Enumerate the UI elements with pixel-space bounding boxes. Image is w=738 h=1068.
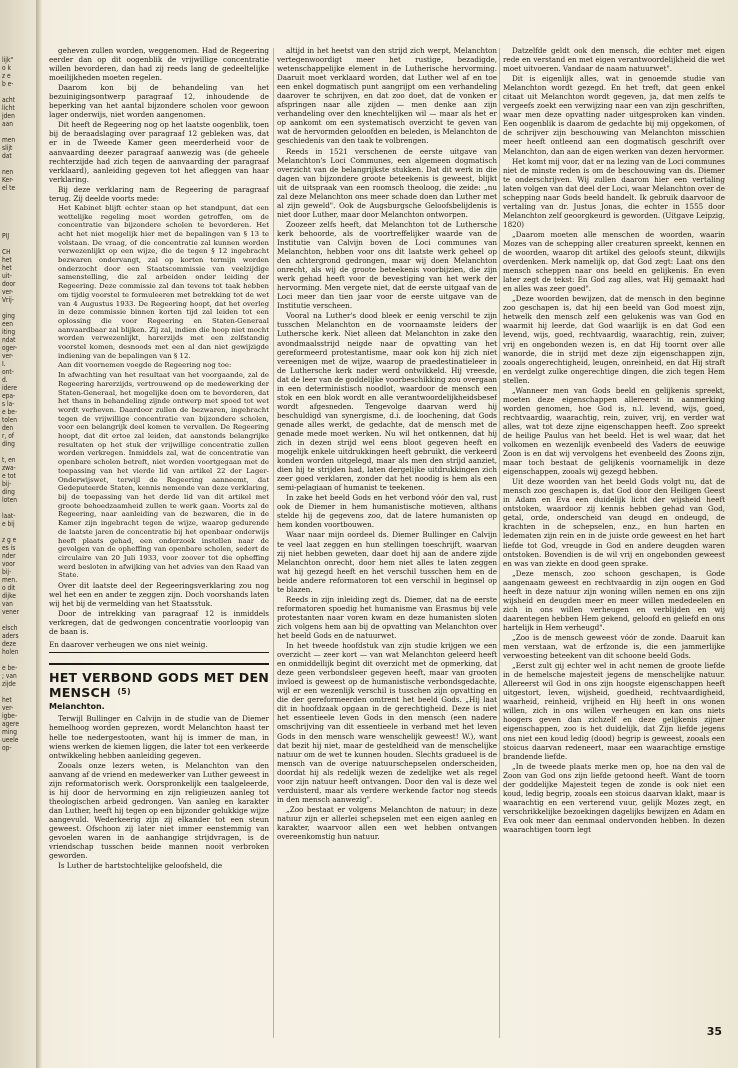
margin-fragment: ver-	[2, 704, 14, 712]
margin-fragment: e bij	[2, 520, 15, 528]
margin-fragment: o k	[2, 64, 11, 72]
paragraph: Reeds in zijn inleiding zegt ds. Diemer, dat na de eerste reformatoren spoedig het humanisme van Erasmus bij vele protestanten naar voren kwam en deze humanisten sloten zich volgens hem aan bij de opvatting van Melanchton over het beeld Gods en de natuurwet.	[277, 594, 497, 640]
margin-fragment: ont-	[2, 368, 14, 376]
column-1-paragraphs	[49, 46, 269, 203]
paragraph: „Daarom moeten alle menschen de woorden, waarin Mozes van de schepping aller creaturen spreekt, kennen en de woorden, waarop dit artikel des geloofs steunt, dikwijls overdenken. Merk namelijk op, dat God zegt: Laat ons den mensch scheppen naar ons beeld en gelijkenis. En even later zegt de tekst: En God zag alles, wat Hij gemaakt had en alles was zeer goed".	[503, 229, 725, 294]
margin-fragment	[2, 616, 19, 624]
article-title	[49, 663, 269, 700]
margin-fragment: dat	[2, 152, 12, 160]
margin-fragment	[2, 504, 19, 512]
margin-fragment: men	[2, 136, 16, 144]
government-statement-quote	[49, 204, 269, 580]
paragraph: Waar naar mijn oordeel ds. Diemer Bullinger en Calvijn te veel laat zeggen en hun stellingen toeschrijft, waarvan zij niet hebben geweten, daar doet hij aan de andere zijde Melanchton onrecht, door hem niet alles te laten zeggen wat hij gezegd heeft en het verschil tusschen hem en de beide andere reformatoren tot een verschil in beginsel op te blazen.	[277, 530, 497, 594]
margin-fragment: dijke	[2, 592, 16, 600]
margin-fragment: agere	[2, 720, 19, 728]
margin-fragment: ueele	[2, 736, 19, 744]
margin-fragment: aan	[2, 120, 14, 128]
margin-fragment: elsch	[2, 624, 18, 632]
paragraph: Aan dit voornemen voegde de Regeering nog toe:	[58, 361, 232, 370]
margin-fragment	[2, 448, 19, 456]
article-body-start	[49, 714, 269, 870]
margin-fragment: ding	[2, 488, 15, 496]
column-1	[49, 46, 269, 1046]
margin-fragment	[2, 656, 19, 664]
column-3	[503, 46, 725, 1046]
margin-fragment: tolen	[2, 416, 18, 424]
margin-fragment: idere	[2, 384, 18, 392]
margin-fragment: ging	[2, 312, 15, 320]
margin-fragment: licht	[2, 104, 15, 112]
margin-fragment: bij-	[2, 480, 12, 488]
paragraph: Zoozeer zelfs heeft, dat Melanchton tot de Luthersche kerk behoorde, als de voortreffelijker waarde van de Institutie van Calvijn boven de Loci communes van Melanchton, hebben voor ons dit laatste werk geheel op den achtergrond gedrongen, maar wij doen Melanchton onrecht, als wij de groote beteekenis voorbijzien, die zijn werk gehad heeft voor de bevestiging van het werk der hervorming. Men vergete niet, dat de eerste uitgaaf van de Loci meer dan tien jaar voor de eerste uitgave van de Institutie verscheen.	[277, 219, 497, 311]
margin-fragment: den	[2, 424, 14, 432]
margin-fragment: het	[2, 264, 12, 272]
margin-fragment: igbe-	[2, 712, 17, 720]
margin-fragment: ding	[2, 440, 15, 448]
margin-fragment: el te	[2, 184, 16, 192]
margin-fragment: t, en	[2, 456, 16, 464]
margin-fragment: epa-	[2, 392, 16, 400]
margin-fragment	[2, 88, 19, 96]
paragraph: Reeds in 1521 verschenen de eerste uitgave van Melanchton's Loci Communes, een algemeen dogmatisch overzicht van de belangrijkste stukken. Dat dit werk in die dagen van bijzondere groote beteekenis is geweest, blijkt uit de uitspraak van een roomsch theoloog, die zeide: „nu zal deze Melanchton ons meer schade doen dan Luther met al zijn geweld". Ook de Augsburgsche Geloofsbelijdenis is niet door Luther, maar door Melanchton ontworpen.	[277, 146, 497, 219]
margin-fragment: zijde	[2, 680, 16, 688]
column-3-paragraphs	[503, 46, 725, 834]
margin-fragment	[2, 216, 19, 224]
margin-fragment: lijk"	[2, 56, 14, 64]
margin-fragment: bij-	[2, 568, 12, 576]
paragraph: Zooals onze lezers weten, is Melanchton van den aanvang af de vriend en medewerker van Luther geweest in zijn reformatorisch werk. Oorspronkelijk een taalgeleerde, is hij door de hervorming en zijn religieuzen aanleg tot theologischen arbeid gedrongen. Van aanleg en karakter dan Luther, heeft hij tegen op een bijzonder gelukkige wijze aangevuld. Wederkeerig zijn zij elkander tot een steun geweest. Ofschoon zij later niet immer eenstemmig van gevoelen waren in de aanhangige strijdvragen, is de vriendschap tusschen beide mannen nooit verbroken geworden.	[49, 760, 269, 861]
column-rule	[273, 48, 274, 1038]
margin-fragment	[2, 128, 19, 136]
margin-fragment: vener	[2, 608, 20, 616]
margin-fragment: holen	[2, 648, 19, 656]
margin-fragment: jden	[2, 112, 15, 120]
closing-note: En daarover verheugen we ons niet weinig.	[49, 640, 269, 653]
paragraph: „Zoo bestaat er volgens Melanchton de natuur; in deze natuur zijn er allerlei schepselen met een eigen aanleg en karakter, waarvoor allen een wet hebben ontvangen overeenkomstig hun natuur.	[277, 804, 497, 842]
margin-fragment: het	[2, 696, 12, 704]
margin-fragment: van	[2, 600, 13, 608]
column-2-paragraphs	[277, 46, 497, 841]
paragraph: In het tweede hoofdstuk van zijn studie krijgen we een overzicht — zeer kort — van wat Melanchton geleerd heeft en onmiddellijk begint dit overzicht met de opmerking, dat deze geen verbondsleer gegeven heeft, maar van grooten invloed is geweest op de humanistische verbondsgedachte, wijl er een wezenlijk verschil is tusschen zijn opvatting en die der gereformeerden omtrent het beeld Gods. „Hij laat dit in hoofdzaak opgaan in de gerechtigheid. Deze is niet het essentieele leven Gods in den mensch (een nadere omschrijving van dit essentieele in verband met het leven Gods in den mensch ware wenschelijk geweest! W.), want dat bezit hij niet, maar de gesteldheid van de menschelijke natuur om de wet te kunnen houden. Slechts gradueel is de mensch van de overige natuurschepselen onderscheiden, doordat hij als redelijk wezen de zedelijke wet als regel voor zijn natuur heeft ontvangen. Door den val is deze wel verduisterd, maar als verdere werkende factor nog steeds in den mensch aanwezig".	[277, 641, 497, 804]
paragraph: „In de tweede plaats merke men op, hoe na den val de Zoon van God ons zijn liefde getoond heeft. Want de toorn der goddelijke Majesteit tegen de zonde is ook niet een koud, ledig begrip, zooals een stoicus daarvan klakt, maar is waarachtig en een verterend vuur, gelijk Mozes zegt, en verschrikkelijke bezoekingen dagelijks bewijzen en Adam en Eva ook meer dan eenmaal ondervonden hebben. In dezen waarachtigen toorn legt	[503, 761, 725, 834]
margin-fragment: s la-	[2, 400, 15, 408]
margin-fragment: ndat	[2, 336, 16, 344]
margin-fragment: op-	[2, 744, 12, 752]
page-number: 35	[706, 1025, 722, 1038]
margin-fragment: e tot	[2, 472, 16, 480]
margin-fragment	[2, 240, 19, 248]
margin-fragment	[2, 200, 19, 208]
paragraph: Vooral na Luther's dood bleek er eenig verschil te zijn tusschen Melanchton en de voornaamste leiders der Luthersche kerk. Niet alleen dat Melanchton in zake den avondmaalsstrijd neigde naar de opvatting van het gereformeerd protestantisme, maar ook kon hij zich niet vereenigen met de wijze, waarop de praedestinatieleer in de Luthersche kerk nader werd ontwikkeld. Hij vreesde, dat de leer van de goddelijke voorbeschikking zou overgaan in een deterministisch noodlot, waardoor de mensch een stok en een blok wordt en alle verantwoordelijkheidsbesef wordt afgesneden. Tengevolge daarvan werd hij beschuldigd van synergisme, d.i. de loochening, dat Gods genade alles werkt, de gedachte, dat de mensch met de genade mede moet werken. Nu wil het ontkennen, dat hij zich in dezen strijd wel eens bloot gegeven heeft en mogelijk enkele uitdrukkingen heeft gebruikt, die verkeerd konden worden uitgelegd, maar als men den strijd aanziet, dien hij te strijden had, laten dergelijke uitdrukkingen zich zeer goed verklaren, zonder dat het noodig is hem als een semi-pelagiaan of humanist te teekenen.	[277, 311, 497, 493]
margin-fragment: iting	[2, 328, 16, 336]
margin-fragment: laat-	[2, 512, 16, 520]
margin-fragment: door	[2, 280, 16, 288]
margin-fragment: ming	[2, 728, 17, 736]
margin-fragment: ver-	[2, 288, 14, 296]
margin-fragment: het	[2, 256, 12, 264]
paragraph: Uit deze woorden van het beeld Gods volgt nu, dat de mensch zoo geschapen is, dat God door den Heiligen Geest in Adam en Eva een duidelijk licht der wijsheid heeft ontstoken, waardoor zij kennis hebben gehad van God, getal, orde, onderscheid van deugd en ondeugd, de krachten in de schepselen, enz., en hun harten en ledematen zijn rein en in de juiste orde geweest en het hart liefde tot God, vreugde in God en andere deugden waren ontstoken. Bovendien is de wil vrij en ongebonden geweest en was van ziekte en dood geen sprake.	[503, 477, 725, 568]
margin-fragment: nder	[2, 552, 16, 560]
margin-fragment: I.	[2, 360, 6, 368]
margin-fragment: z g e	[2, 536, 17, 544]
paragraph: Dit heeft de Regeering nog op het laatste oogenblik, toen bij de beraadslaging over paragraaf 12 gebleken was, dat er in de Tweede Kamer geen meerderheid voor de aanvaarding deezer paragraaf aanwezig was (de geheele rechterzijde had zich tegen de aanvaarding der paragraaf verklaard), aanleiding gegeven tot het afleggen van haar verklaring.	[49, 120, 269, 184]
paragraph: „Zoo is de mensch geweest vóór de zonde. Daaruit kan men verstaan, wat de erfzonde is, die een jammerlijke verwoesting beteekent van dit schoone beeld Gods.	[503, 633, 725, 661]
margin-fragment	[2, 528, 19, 536]
paragraph: Het Kabinet blijft echter staan op het standpunt, dat een wettelijke regeling moet worden getroffen, om de concentratie van bijzondere scholen te bevorderen. Het acht het niet mogelijk hier met de bepalingen van § 13 te volstaan. De vraag, of die concentratie zal kunnen worden verwezenlijkt op een wijze, die de tegen § 12 ingebracht bezwaren ondervangt, zal op korten termijn worden onderzocht door een Staatscommissie van veelzijdige samenstelling, die zal arbeiden onder leiding der Regeering. Deze commissie zal dan tevens tot taak hebben om tijdig voorstel te formuleeren met betrekking tot de wet van 4 Augustus 1933. De Regeering hoopt, dat het overleg in deze commissie binnen korten tijd zal leiden tot een oplossing die voor Regeering en Staten-Generaal aanvaardbaar zal blijken. Zij zal, indien die hoop niet mocht worden verwezenlijkt, harerzijds met een zelfstandig voorstel komen, desnoods met een al dan niet gewijzigde indiening van de bepalingen van § 12.	[58, 203, 269, 360]
margin-fragment: z e	[2, 72, 11, 80]
paragraph: „Eerst zult gij echter wel in acht nemen de groote liefde in de hemelsche majesteit jegens de menschelijke natuur. Allereerst wil God in ons zijn hoogste eigenschappen heeft uitgestort, leven, wijsheid, goedheid, rechtvaardigheid, waarheid, reinheid, vrijheid en Hij heeft in ons wonen willen, zich in ons willen verheugen en kan ons niets hoogers geven dan zichzelf en deze gelijkenis zijner eigenschappen, zoo is het duidelijk, dat Zijn liefde jegens ons niet een koud ledig (dood) begrip is geweest, zooals een stoicus daarvan redeneert, maar een waarachtige ernstige brandende liefde.	[503, 661, 725, 761]
margin-fragment: deze	[2, 640, 17, 648]
margin-fragment: ; van	[2, 672, 17, 680]
paragraph: In zake het beeld Gods en het verbond vóór den val, rust ook de Diemer in hem humanistische motieven, althans stelde hij de gegevens zoo, dat de latere humanisten op hem konden voortbouwen.	[277, 493, 497, 530]
margin-fragment: nen	[2, 168, 14, 176]
margin-fragment: loten	[2, 496, 18, 504]
article-byline: Melanchton.	[49, 702, 105, 712]
paragraph: geheven zullen worden, weggenomen. Had de Regeering eerder dan op dit oogenblik de vrijwillige concentratie willen bevorderen, dan had zij reeds lang de gedeeltelijke moeilijkheden moeten regelen.	[49, 46, 269, 83]
previous-page-margin	[0, 0, 37, 1068]
paragraph: Daarom kon bij de behandeling van het bezuinigingsontwerp paragraaf 12, inhoudende de beperking van het aantal bijzondere scholen voor gewoon lager onderwijs, niet worden aangenomen.	[49, 83, 269, 120]
margin-fragment	[2, 208, 19, 216]
article-part-number: (5)	[117, 687, 131, 697]
paragraph: altijd in het heetst van den strijd zich werpt, Melanchton vertegenwoordigt meer het rustige, bezadigde, wetenschappelijke element in de Lutherische hervorming. Daaruit moet verklaard worden, dat Luther wel af en toe een enkel dogmatisch punt aangrijpt om een verhandeling daarover te schrijven, en dat zoo doet, dat de vonken er afspringen naar alle zijden — men denke aan zijn verhandeling over den knechtelijken wil — maar als het er op aankomt om een systematisch overzicht te geven van wat de hervormden geloofden en beleden, is Melanchton de geschiedenis van den taak te volbrengen.	[277, 46, 497, 146]
margin-fragment: d.	[2, 376, 8, 384]
margin-fragment: o dit	[2, 584, 16, 592]
column-2	[277, 46, 497, 1046]
margin-fragment: oger-	[2, 344, 18, 352]
article-title-text: HET VERBOND GODS MET DEN MENSCH	[49, 670, 269, 701]
margin-fragment	[2, 160, 19, 168]
paragraph: „Deze mensch, zoo schoon geschapen, is Gode aangenaam geweest en rechtvaardig in zijn oogen en God heeft in deze natuur zijn woning willen nemen en ons zijn wijsheid en deugden meer en meer willen mededeelen en zich in ons willen verheugen en verblijden en wij daarentegen hebben Hem gekend, geloofd en geliefd en ons hartelijk in Hem verheugd".	[503, 568, 725, 632]
margin-fragment	[2, 688, 19, 696]
paragraph: Terwijl Bullinger en Calvijn in de studie van de Diemer hemelhoog worden geprezen, wordt Melanchton haast ter helle toe nedergestooten, want hij is immer de man, in wiens werken de kiemen liggen, die later tot een verkeerde ontwikkeling hebben aanleiding gegeven.	[49, 714, 269, 760]
column-rule	[499, 48, 500, 1038]
paragraph: Is Luther de hartstochtelijke geloofsheld, die	[58, 861, 223, 871]
paragraph: „Deze woorden bewijzen, dat de mensch in den beginne zoo geschapen is, dat hij een beeld van God moest zijn, hetwelk den mensch zelf een gelukenis was van God en waarmit hij leerde, dat God waarlijk is en dat God een levend, wijs, goed, rechtvaardig, waarachtig, rein, zuiver, vrij en ongebonden wezen is, en dat Hij toornt over alle wanorde, die in strijd met deze zijn eigenschappen zijn, zooals ongerechtigheid, leugen, onreinheid, en dat Hij straft en verdelgt zulke ongerechtige dingen, die zich tegen Hem stellen.	[503, 294, 725, 385]
paragraph: Datzelfde geldt ook den mensch, die echter met eigen rede en verstand en met eigen verantwoordelijkheid die wet moet uitvoeren. Vandaar de naam natuurwet".	[503, 46, 725, 74]
margin-fragment: aders	[2, 632, 19, 640]
paragraph: Bij deze verklaring nam de Regeering de paragraaf terug. Zij deelde voorts mede:	[49, 184, 269, 203]
paragraph: „Wanneer men van Gods beeld en gelijkenis spreekt, moeten deze eigenschappen allereerst in aanmerking worden genomen, hoe God is, n.l. levend, wijs, goed, rechtvaardig, waarachtig, rein, zuiver, vrij, en verder wat alles, wat tot deze zijne eigenschappen heeft. Zoo spreekt de heilige Paulus van het beeld. Het is wel waar, dat het volkomen en wezenlijk evenbeeld des Vaders de eeuwige Zoon is en dat wij vervolgens het evenbeeld des Zoons zijn, maar toch bestaat de gelijkenis voornamelijk in deze eigenschappen, zooals wij gezegd hebben.	[503, 385, 725, 477]
margin-fragment: zwa-	[2, 464, 16, 472]
margin-fragment: es is	[2, 544, 16, 552]
margin-fragment: b e-	[2, 80, 14, 88]
margin-fragment: CH	[2, 248, 11, 256]
margin-fragment: voor	[2, 560, 16, 568]
margin-fragment: e be-	[2, 408, 18, 416]
margin-fragment: e be-	[2, 664, 18, 672]
margin-fragment: men.	[2, 576, 18, 584]
margin-fragment: slijt	[2, 144, 13, 152]
margin-fragment	[2, 304, 19, 312]
paragraph: Het komt mij voor, dat er na lezing van de Loci communes niet de minste reden is om de beschouwing van ds. Diemer te onderschrijven. Wij zullen daarom hier een vertaling laten volgen van dat deel der Loci, waar Melanchton over de schepping naar Gods beeld handelt. Ik gebruik daarvoor de vertaling van dr. Justus Jonas, die echter in 1555 door Melanchton zelf geoorgkeurd is geworden. (Uitgave Leipzig, 1820)	[503, 156, 725, 229]
margin-fragment: Vrij-	[2, 296, 14, 304]
paragraph: Over dit laatste deel der Regeeringsverklaring zou nog wel het een en ander te zeggen zijn. Doch voorshands laten wij het bij de vermelding van het Staatsstuk.	[49, 581, 269, 609]
paragraph: Dit is eigenlijk alles, wat in genoemde studie van Melanchton wordt gezegd. En het treft, dat geen enkel citaat uit Melanchton wordt gegeven, ja, dat men zelfs te vergeefs zoekt een verwijzing naar een van zijn geschriften, waar men deze opvatting nader uitgesproken kan vinden. Een oogenblik is daarom de gedachte bij mij opgekomen, of de schrijver zijn beschouwing van Melanchton misschien meer heeft ontleend aan een dogmatisch geschrift over Melanchton, dan aan de eigen werken van dezen hervormer.	[503, 74, 725, 156]
margin-fragment: uit-	[2, 272, 12, 280]
margin-fragment: PIJ	[2, 232, 10, 240]
margin-fragment: r, of	[2, 432, 14, 440]
margin-fragment: acht	[2, 96, 15, 104]
margin-fragments	[2, 56, 19, 752]
margin-fragment: ver-	[2, 352, 14, 360]
margin-fragment: Ker-	[2, 176, 14, 184]
margin-fragment	[2, 192, 19, 200]
margin-fragment	[2, 224, 19, 232]
column-1-after-quote	[49, 581, 269, 636]
margin-fragment: een	[2, 320, 14, 328]
paragraph: In afwachting van het resultaat van het voorgaande, zal de Regeering harerzijds, vertrouwend op de medewerking der Staten-Generaal, het mogelijke doen om te bevorderen, dat het thans in behandeling zijnde ontwerp met spoed tot wet wordt verheven. Daardoor zullen de bezwaren, ingebracht tegen de vrijwillige concentratie van bijzondere scholen, voor een belangrijk deel komen te vervallen. De Regeering hoopt, dat dit ertoe zal leiden, dat aanstonds belangrijke resultaten op het stuk der vrijwillige concentratie zullen worden verkregen. Inmiddels zal, wat de concentratie van openbare scholen betreft, niet worden voortgegaan met de toepassing van het vierde lid van artikel 22 der Lager-Onderwijswet, terwijl de Regeering aanneemt, dat Gedeputeerde Staten, kennis nemende van deze verklaring, bij de toepassing van het derde lid van dit artikel met groote behoedzaamheid zullen te werk gaan. Voorts zal de Regeering, naar aanleiding van de bezwaren, die in de Kamer zijn ingebracht tegen de wijze, waarop gedurende de laatste jaren de concentratie bij het openbaar onderwijs heeft plaats gehad, een onderzoek instellen naar de gevolgen van de opheffing van openbare scholen, sedert de circulaire van 20 Juli 1933, voor zoover tot die opheffing werd besloten in afwijking van het advies van den Raad van State.	[58, 371, 269, 580]
binding-edge	[36, 0, 42, 1068]
paragraph: Door de intrekking van paragraaf 12 is inmiddels verkregen, dat de gedwongen concentratie voorloopig van de baan is.	[49, 609, 269, 637]
